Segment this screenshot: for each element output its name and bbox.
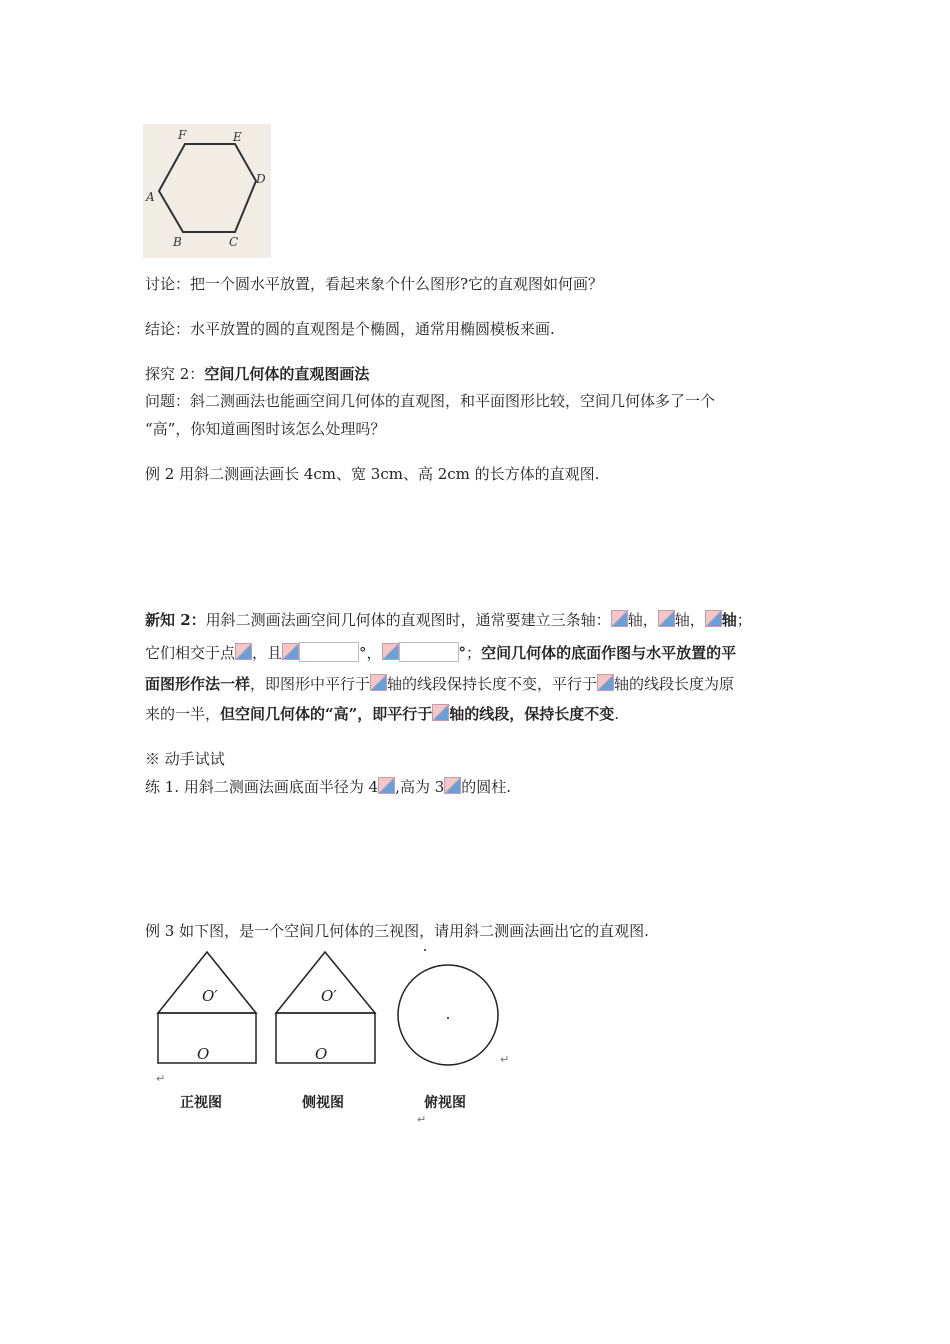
front-view-label: 正视图 [180, 1095, 222, 1111]
nk-l3-bold: 面图形作法一样 [145, 675, 251, 693]
nk-l3-b: 轴的线段保持长度不变，平行于 [387, 675, 598, 693]
svg-text:↵: ↵ [156, 1072, 166, 1085]
practice1-text [145, 777, 511, 797]
explore2-title: 空间几何体的直观图画法 [204, 365, 370, 383]
new-knowledge-line2 [145, 642, 736, 663]
nk-comma-1: ， [642, 611, 658, 629]
nk-l4-end: . [614, 705, 620, 723]
example3-text: 例 3 如下图，是一个空间几何体的三视图，请用斜二测画法画出它的直观图. [145, 922, 649, 940]
top-view-label: 俯视图 [424, 1095, 466, 1111]
nk-l3-c: 轴的线段长度为原 [614, 675, 735, 693]
formula-image-icon [370, 674, 387, 691]
top-view-circle [398, 965, 498, 1065]
three-views-figure [145, 945, 525, 1130]
discussion-text: 讨论：把一个圆水平放置，看起来象个什么图形?它的直观图如何画？ [145, 275, 604, 293]
nk-l2-sep: ， [366, 644, 382, 662]
hex-label-d: D [256, 172, 266, 186]
nk-l4-bold1: 但空间几何体的“高”，即平行于 [220, 705, 433, 723]
formula-image-icon [378, 777, 395, 794]
new-knowledge-label: 新知 2： [145, 611, 206, 629]
hands-on-heading: ※ 动手试试 [145, 750, 225, 768]
conclusion-text: 结论：水平放置的圆的直观图是个椭圆，通常用椭圆模板来画. [145, 320, 555, 338]
formula-image-icon [235, 643, 252, 660]
formula-image-icon [705, 610, 722, 627]
formula-placeholder-box [299, 642, 359, 662]
front-o: O [197, 1045, 210, 1063]
side-o: O [315, 1045, 328, 1063]
nk-l4-a: 来的一半， [145, 705, 221, 723]
new-knowledge-line4 [145, 704, 619, 724]
hex-label-a: A [146, 190, 155, 204]
formula-image-icon [282, 643, 299, 660]
hex-label-b: B [173, 235, 182, 249]
question-line2: “高”，你知道画图时该怎么处理吗？ [145, 420, 386, 438]
nk-text-1: 用斜二测画法画空间几何体的直观图时，通常要建立三条轴： [205, 611, 611, 629]
hex-label-c: C [229, 235, 239, 249]
hex-label-e: E [233, 130, 242, 144]
svg-text:↵: ↵ [417, 1113, 427, 1126]
formula-image-icon [382, 643, 399, 660]
nk-axis-2: 轴 [674, 611, 690, 629]
question-line1: 问题：斜二测画法也能画空间几何体的直观图，和平面图形比较，空间几何体多了一个 [145, 392, 716, 410]
nk-comma-2: ， [689, 611, 705, 629]
nk-l2-c: ； [466, 644, 482, 662]
side-o-prime: O′ [321, 987, 337, 1005]
practice1-c: 的圆柱. [461, 778, 512, 796]
nk-l2-b: ，且 [252, 644, 283, 662]
nk-l3-a: ，即图形中平行于 [250, 675, 371, 693]
hexagon-figure [143, 124, 271, 258]
hex-label-f: F [178, 128, 187, 142]
hexagon-svg [143, 124, 271, 258]
nk-axis-1: 轴 [627, 611, 643, 629]
practice1-a: 练 1. 用斜二测画法画底面半径为 4 [145, 778, 379, 796]
new-knowledge-line1 [145, 610, 752, 630]
new-knowledge-line3 [145, 674, 734, 694]
svg-text:↵: ↵ [500, 1053, 510, 1066]
formula-image-icon [658, 610, 675, 627]
nk-l2-bold: 空间几何体的底面作图与水平放置的平 [481, 644, 737, 662]
front-o-prime: O′ [202, 987, 218, 1005]
practice1-b: ,高为 3 [395, 778, 445, 796]
nk-l4-bold2: 轴的线段，保持长度不变 [449, 705, 615, 723]
nk-axis-3: 轴 [721, 611, 737, 629]
nk-l2-a: 它们相交于点 [145, 644, 236, 662]
explore2-heading [145, 364, 369, 384]
example2-text: 例 2 用斜二测画法画长 4cm、宽 3cm、高 2cm 的长方体的直观图. [145, 465, 600, 483]
formula-image-icon [432, 704, 449, 721]
explore2-prefix: 探究 2： [145, 365, 205, 383]
nk-degree-1: ° [359, 644, 367, 662]
formula-image-icon [444, 777, 461, 794]
nk-degree-2: ° [458, 644, 467, 662]
side-view-label: 侧视图 [302, 1095, 344, 1111]
formula-image-icon [597, 674, 614, 691]
formula-image-icon [611, 610, 628, 627]
formula-placeholder-box [399, 642, 459, 662]
nk-semicolon: ； [736, 611, 752, 629]
